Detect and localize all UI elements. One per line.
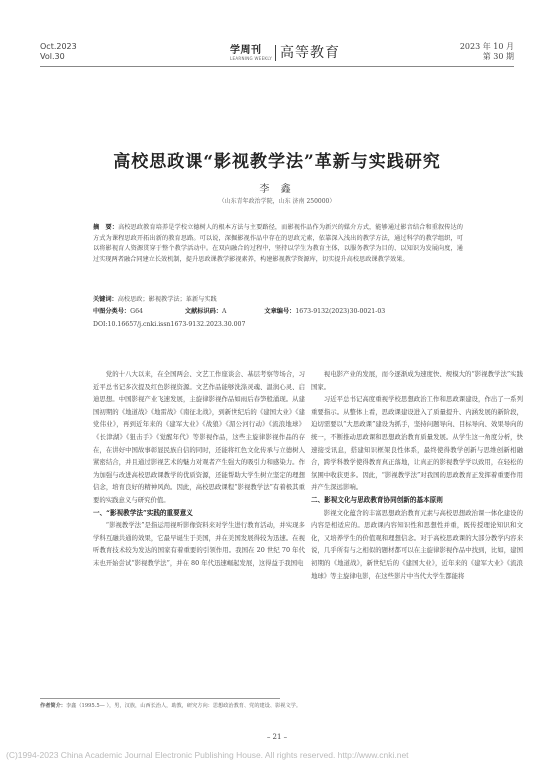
abstract (93, 223, 463, 265)
body-left-column (93, 368, 305, 570)
section-heading-1: 一、“影视教学法”实践的重要意义 (93, 508, 193, 517)
author-affiliation: （山东青年政治学院，山东 济南 250000） (218, 198, 336, 205)
doc-label: 文献标识码： (184, 308, 223, 315)
doc-value: A (222, 308, 227, 315)
body-paragraph: 习近平总书记高度重视学校思想政治工作和思政课建设，作出了一系列重要指示。从整体上看，思政课建设进入了质量提升、内涵发展的新阶段，迫切需要以“大思政课”建设为抓手，坚持问题导向、目标导向、效果导向的统一，不断推动思政课和思想政治教育质量发展。从学生这一角度分析，快速接受讯息，搭建知识框架良性体系，最终使得教学创新与思维创新相融合，跨学科教学使得教育真正落地，让真正的影视教学学以致用，在轻松的氛围中收获更多。因此，“影视教学法”对我国的思政教育正发挥着重要作用并产生深远影响。 (311, 395, 523, 492)
header-issue-cn: 第 30 期 (482, 52, 514, 61)
header-left (40, 42, 77, 62)
body-paragraph: 影视文化蕴含的丰富思想政治教育元素与高校思想政治课一体化建设的内容是相适应的。思政课内容知识性和思想性并重，既传授理论知识和文化，又培养学生的价值观和理想信念。对于高校思政课的大部分教学内容来说，几乎所有与之相似的题材都可以在主旋律影视作品中找到，比如，建国初期的《地道战》，新世纪后的《建国大业》，近年来的《建军大业》《流浪地球》等主旋律电影，在这些影片中当代大学生都能将 (311, 508, 523, 580)
footnote-label: 作者简介： (40, 703, 66, 709)
footnote-text: 李鑫（1995.5— ），男，汉族，山西长治人，助教，研究方向：思想政治教育、党的建设、影视文学。 (65, 703, 302, 709)
doi: DOI:10.16657/j.cnki.issn1673-9132.2023.30.007 (93, 321, 246, 328)
journal-name-en: LEARNING WEEKLY (230, 56, 273, 61)
header-rule (40, 66, 514, 67)
article-id-label: 文章编号： (264, 308, 296, 315)
body-paragraph: “影视教学法”是指运用视听影像资料来对学生进行教育活动，并实现多学科互融共通的效果，它最早诞生于美国，并在美国发展得较为迅速。在视听教育技术较为发达的国家有着重要的引领作用。我国在 20 世纪 70 年代末也开始尝试“影视教学法”，并在 80 年代迅速崛起发展，这得益于我国电 (93, 521, 305, 567)
article-id-value: 1673-9132(2023)30-0021-03 (295, 308, 386, 315)
clc-value: G64 (130, 308, 143, 315)
abstract-text: 高校思政教育培养是学校立德树人的根本方法与主要路径，而影视作品作为新兴的媒介方式，能够通过影音结合和重叙传达的方式为课程思政开拓出新的教育思路。可以说，深掘影视作品中存在的思政元素，依靠深入浅出的教学方法，通过科学的教学组织，可以将影视育人资源贯穿于整个教学活动中。在双向融合的过程中，坚持以学生为教育主体，以服务教学为目的、以知识为发展向度，通过实现两者融合同建立长效机制，提升思政课教学影视素养，构建影视教学资源库，切实提升高校思政课教学效果。 (93, 224, 463, 263)
body-paragraph: 党的十八大以来，在全国两会、文艺工作座谈会、基层考察等场合，习近平总书记多次提及红色影视资源。文艺作品能够洗涤灵魂、温润心灵、启迪思想。中国影视产业飞速发展，主旋律影视作品如雨后春笋般涌现。从建国初期的《地道战》《地雷战》《南征北战》，到新世纪后的《建国大业》《建党伟业》，再到近年来的《建军大业》《战狼》《湄公河行动》《流浪地球》《长津湖》《狙击手》《觉醒年代》等影视作品，这些主旋律影视作品的存在，在讲好中国故事彰显民族自信的同时，还能将红色文化传承与立德树人紧密结合，并且通过影视艺术的魅力对观者产生强大的吸引力和感染力。作为加强与改进高校思政课教学的优质资源，还能帮助大学生树立坚定的理想信念，培育良好的精神风尚。因此，高校思政课程“影视教学法”有着极其重要的实践意义与研究价值。 (93, 370, 305, 504)
article-title: 高校思政课“影视教学法”革新与实践研究 (113, 152, 441, 172)
clc-label: 中图分类号： (93, 308, 131, 315)
keywords-text: 高校思政；影视教学法；革新与实践 (117, 296, 217, 303)
section-name: 高等教育 (280, 45, 340, 61)
body-paragraph: 视电影产业的发展，而今逐渐成为速度快、规模大的“影视教学法”实践国家。 (311, 370, 523, 391)
body-right-column (311, 368, 523, 582)
author-footnote (40, 702, 301, 710)
abstract-label: 摘 要： (93, 224, 119, 231)
journal-name: 学周刊 (230, 45, 262, 56)
journal-brand (230, 45, 272, 62)
page-number: – 21 – (266, 733, 288, 741)
header-date-cn: 2023 年 10 月 (459, 42, 514, 51)
keywords-label: 关键词： (93, 296, 118, 303)
header-separator (275, 45, 276, 61)
keywords (93, 295, 217, 305)
footnote-rule (40, 698, 280, 699)
article-author: 李 鑫 (259, 184, 295, 195)
header-vol-en: Vol.30 (40, 52, 65, 61)
classification-line (93, 307, 473, 317)
copyright-line: (C)1994-2023 China Academic Journal Electronic Publishing House. All rights reserved. http://www.cnki.net (6, 750, 409, 760)
header-right (460, 42, 514, 62)
header-date-en: Oct.2023 (40, 42, 77, 51)
section-heading-2: 二、影视文化与思政教育协同创新的基本原则 (311, 495, 443, 504)
